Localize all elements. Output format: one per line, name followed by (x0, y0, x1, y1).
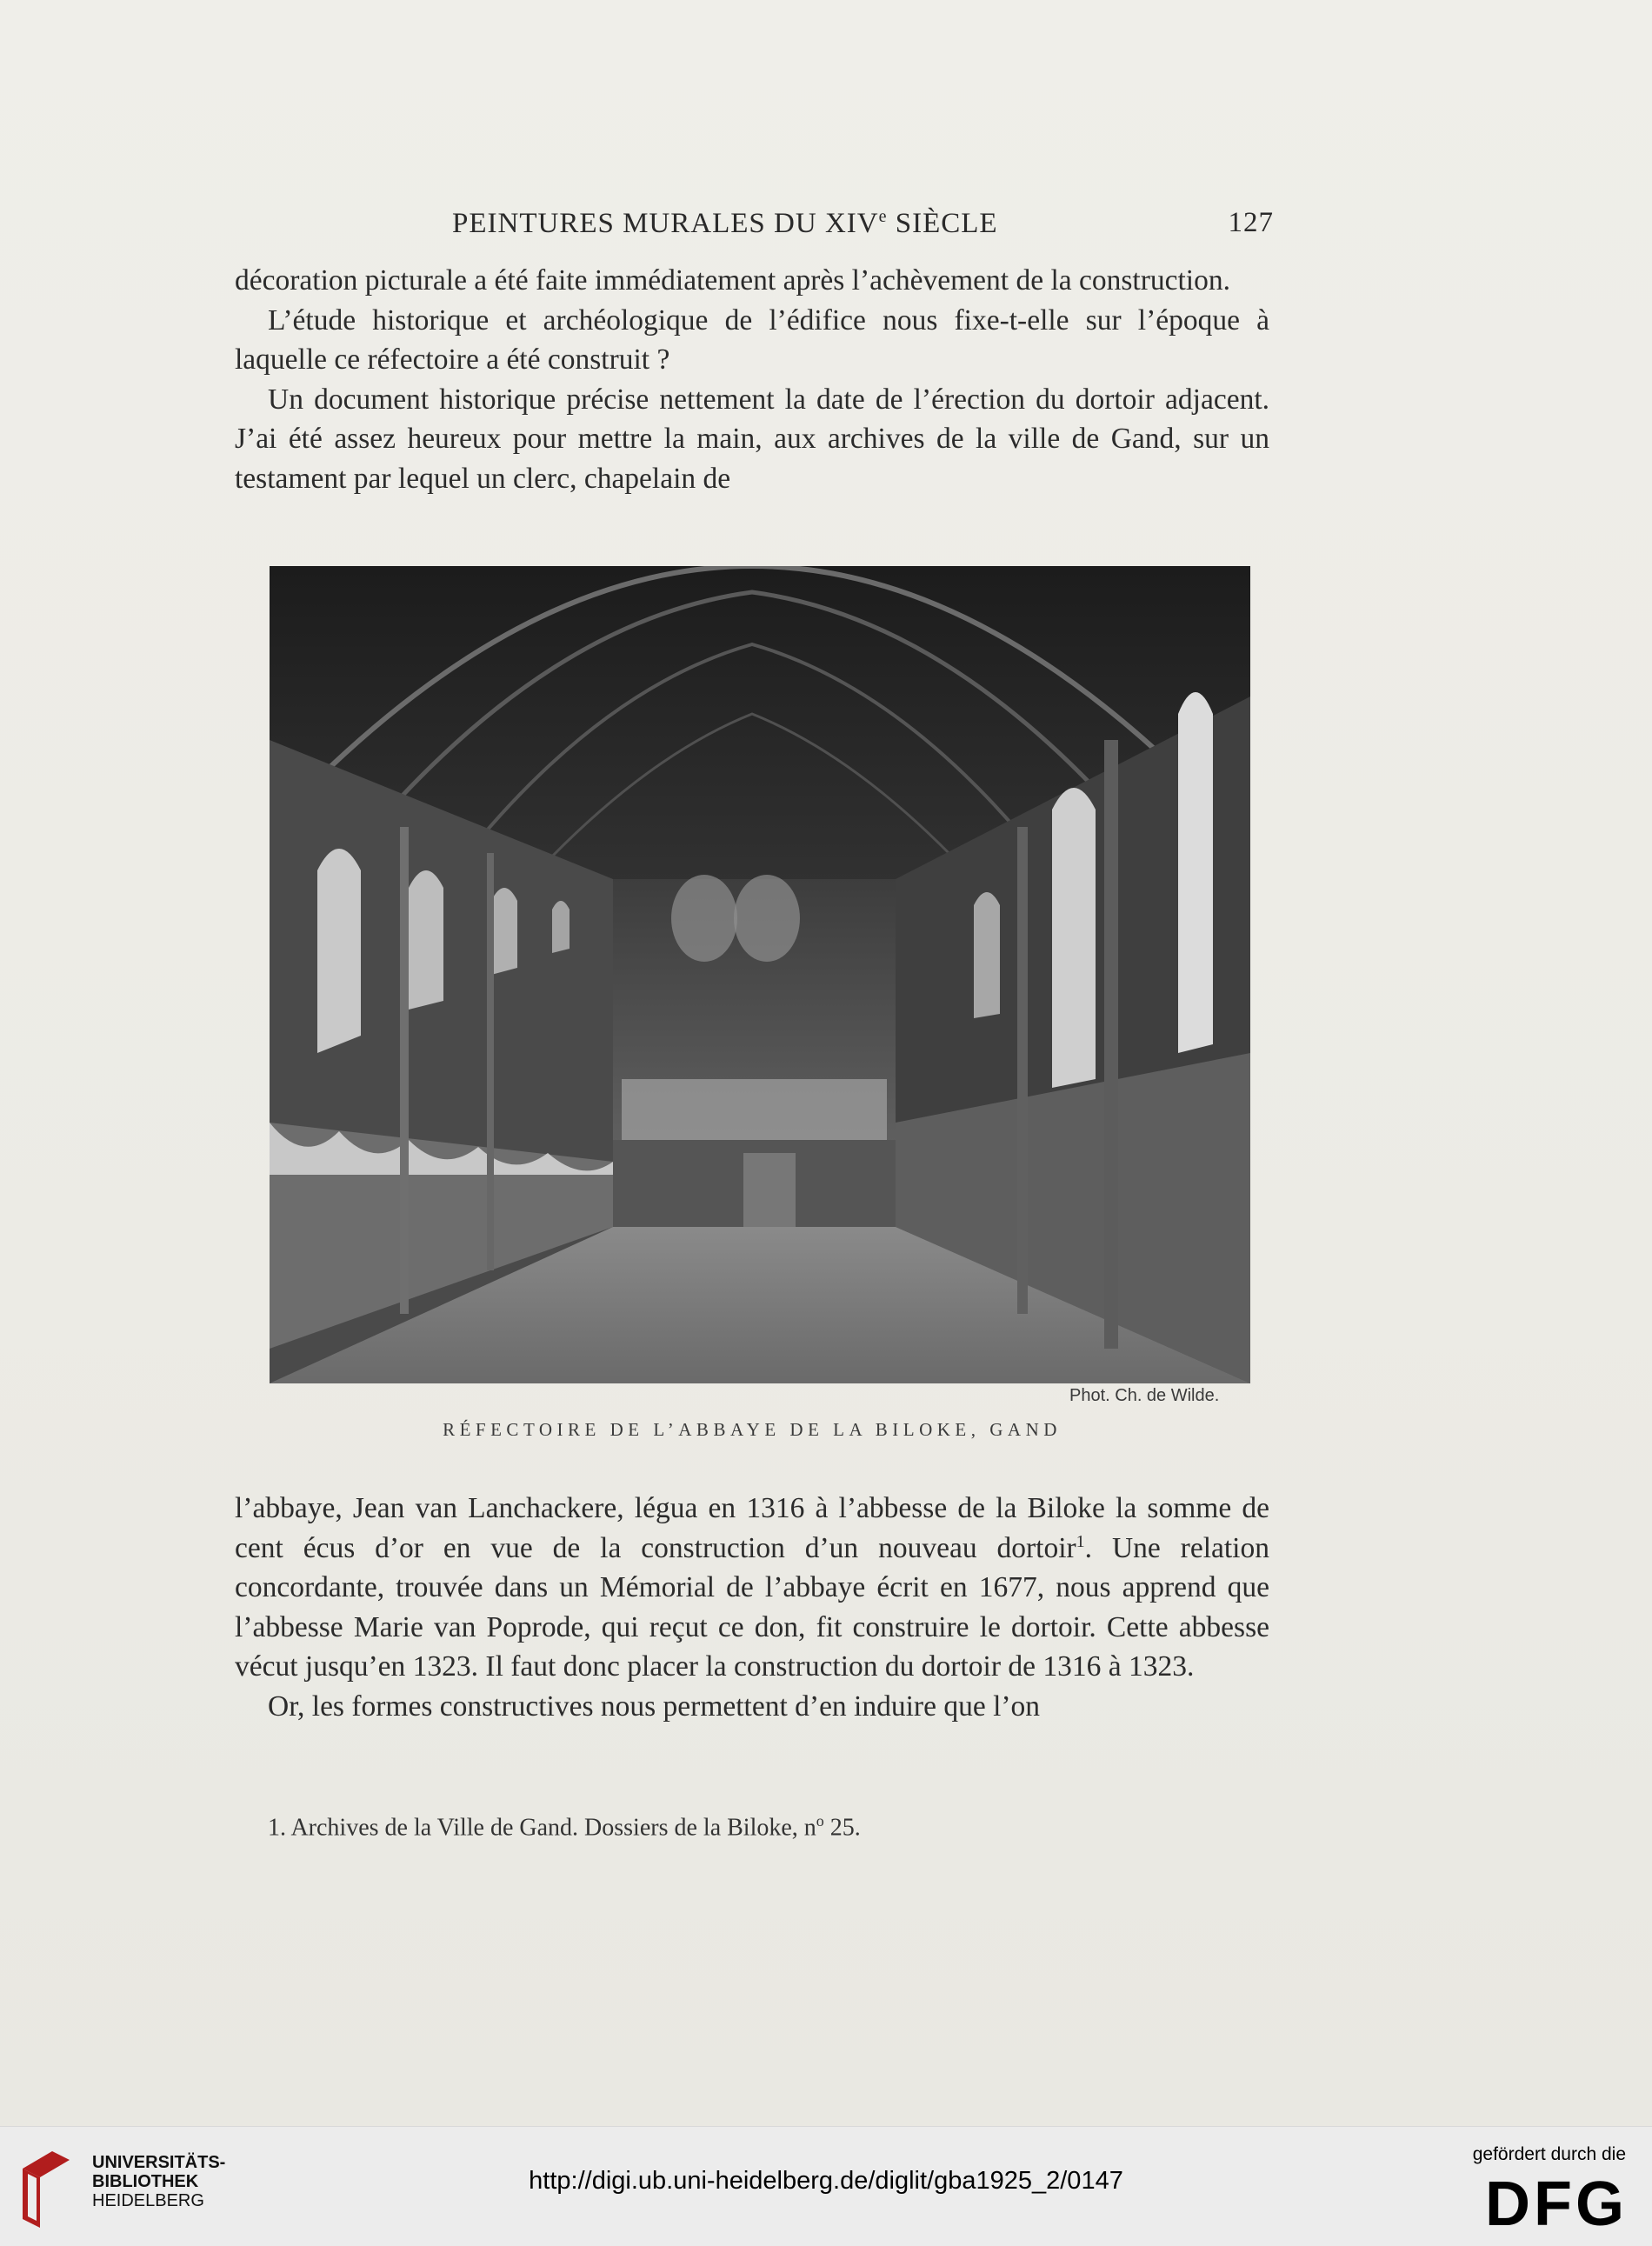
body-text-top (235, 261, 1269, 498)
permalink-url[interactable]: http://digi.ub.uni-heidelberg.de/diglit/gba1925_2/0147 (529, 2167, 1123, 2195)
running-head (235, 207, 1274, 250)
footnote-reference: 1 (1076, 1531, 1085, 1551)
dfg-logo: DFG (1485, 2169, 1628, 2239)
running-head-title: PEINTURES MURALES DU XIVe SIÈCLE (452, 207, 998, 239)
paragraph: L’étude historique et archéologique de l’édifice nous fixe-t-elle sur l’époque à laquelle ce réfectoire a été construit ? (235, 303, 1269, 376)
photo-credit: Phot. Ch. de Wilde. (1069, 1386, 1220, 1405)
library-name: UNIVERSITÄTS- BIBLIOTHEK HEIDELBERG (92, 2153, 226, 2210)
paragraph: Un document historique précise nettement la date de l’érection du dortoir adjacent. J’ai été assez heureux pour mettre la main, aux archives de la ville de Gand, sur un testament par lequel un clerc, chapelain de (235, 383, 1269, 495)
refectory-photograph (270, 566, 1250, 1383)
paragraph: l’abbaye, Jean van Lanchackere, légua en 1316 à l’abbesse de la Biloke la somme de cent écus d’or en vue de la construction d’un nouveau dortoir$^1$. Une relation concordante, trouvée dans un Mémorial de l’abbaye écrit en 1677, nous apprend que l’abbesse Marie van Poprode, qui reçut ce don, fit construire le dortoir. Cette abbesse vécut jusqu’en 1323. Il faut donc placer la construction du dortoir de 1316 à 1323. (235, 1492, 1269, 1683)
paragraph: Or, les formes constructives nous permettent d’en induire que l’on (268, 1689, 1041, 1723)
figure-caption: RÉFECTOIRE DE L’ABBAYE DE LA BILOKE, GAND (443, 1419, 1062, 1440)
funding-label: gefördert durch die (1472, 2144, 1626, 2164)
body-text-bottom (235, 1489, 1269, 1726)
page-number: 127 (1228, 207, 1274, 238)
footnote: 1. Archives de la Ville de Gand. Dossiers de la Biloke, $n^o$ 25. (268, 1812, 861, 1842)
paragraph: décoration picturale a été faite immédiatement après l’achèvement de la construction. (235, 264, 1230, 297)
digitization-footer (0, 2126, 1652, 2246)
